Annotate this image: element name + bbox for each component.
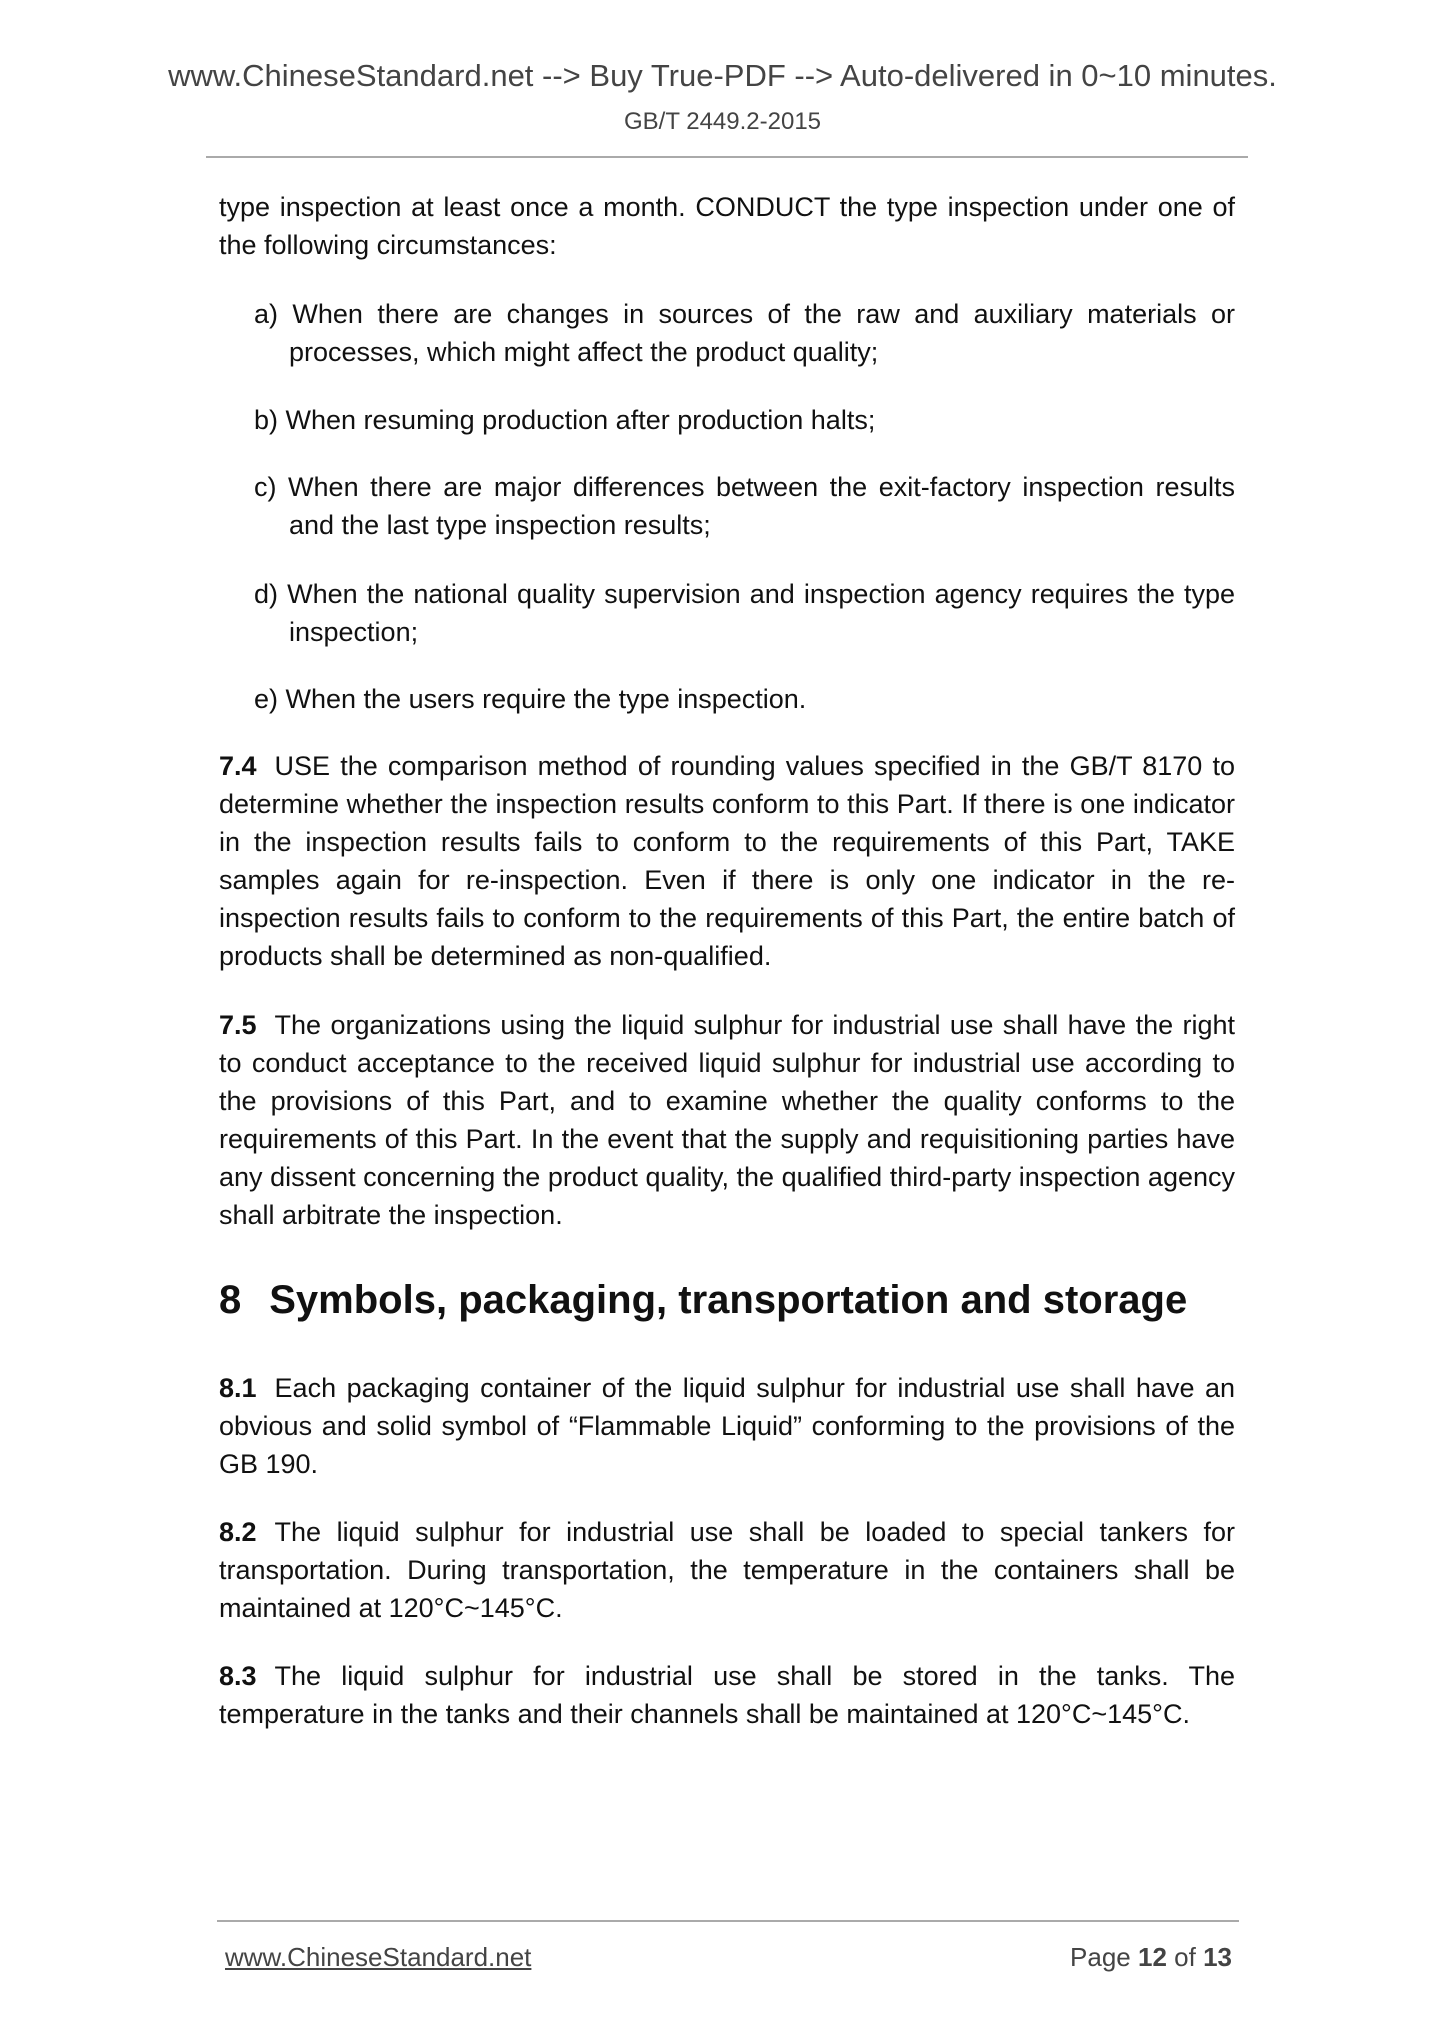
section-heading [219,1278,1187,1323]
list-item: e) When the users require the type inspection. [254,684,807,714]
list-item: b) When resuming production after production halts; [254,405,876,435]
list-item: c) When there are major differences between the exit-factory inspection results and the last type inspection results; [254,472,1235,540]
clause-8-1 [219,1369,1235,1483]
clause-7-5 [219,1006,1235,1234]
clause-number: 8.3 [219,1661,257,1691]
clause-7-4 [219,747,1235,975]
clause-text: USE the comparison method of rounding values specified in the GB/T 8170 to determine whether the inspection results conform to this Part. If there is one indicator in the inspection results fails to conform to the requirements of this Part, TAKE samples again for re-inspection. Even if there is only one indicator in the re-inspection results fails to conform to the requirements of this Part, the entire batch of products shall be determined as non-qualified. [219,751,1235,971]
clause-8-2 [219,1513,1235,1627]
clause-text: The organizations using the liquid sulphur for industrial use shall have the right to conduct acceptance to the received liquid sulphur for industrial use according to the provisions of this Part, and to examine whether the quality conforms to the requirements of this Part. In the event that the supply and requisitioning parties have any dissent concerning the product quality, the qualified third-party inspection agency shall arbitrate the inspection. [219,1010,1235,1230]
intro-paragraph: type inspection at least once a month. CONDUCT the type inspection under one of the following circumstances: [219,192,1235,260]
document-id: GB/T 2449.2-2015 [623,108,822,135]
list-item: a) When there are changes in sources of the raw and auxiliary materials or processes, which might affect the product quality; [254,299,1235,367]
clause-text: The liquid sulphur for industrial use shall be stored in the tanks. The temperature in the tanks and their channels shall be maintained at 120°C~145°C. [219,1661,1235,1729]
page-number: 12 [1138,1942,1167,1972]
header-divider [206,156,1248,158]
page-total: 13 [1203,1942,1232,1972]
section-title: Symbols, packaging, transportation and storage [269,1278,1188,1322]
section-number: 8 [219,1278,242,1322]
footer-divider [217,1920,1239,1922]
clause-number: 7.4 [219,751,257,781]
clause-number: 7.5 [219,1010,257,1040]
footer-link[interactable]: www.ChineseStandard.net [225,1942,532,1972]
clause-number: 8.1 [219,1373,257,1403]
header-banner: www.ChineseStandard.net --> Buy True-PDF --> Auto-delivered in 0~10 minutes. [168,58,1277,93]
clause-8-3 [219,1657,1235,1733]
clause-text: The liquid sulphur for industrial use shall be loaded to special tankers for transportation. During transportation, the temperature in the containers shall be maintained at 120°C~145°C. [219,1517,1235,1623]
page-label: Page [1070,1942,1131,1972]
list-item: d) When the national quality supervision and inspection agency requires the type inspection; [254,579,1235,647]
clause-number: 8.2 [219,1517,257,1547]
page-of: of [1174,1942,1196,1972]
clause-text: Each packaging container of the liquid sulphur for industrial use shall have an obvious and solid symbol of “Flammable Liquid” conforming to the provisions of the GB 190. [219,1373,1235,1479]
page-indicator [1070,1942,1232,1973]
